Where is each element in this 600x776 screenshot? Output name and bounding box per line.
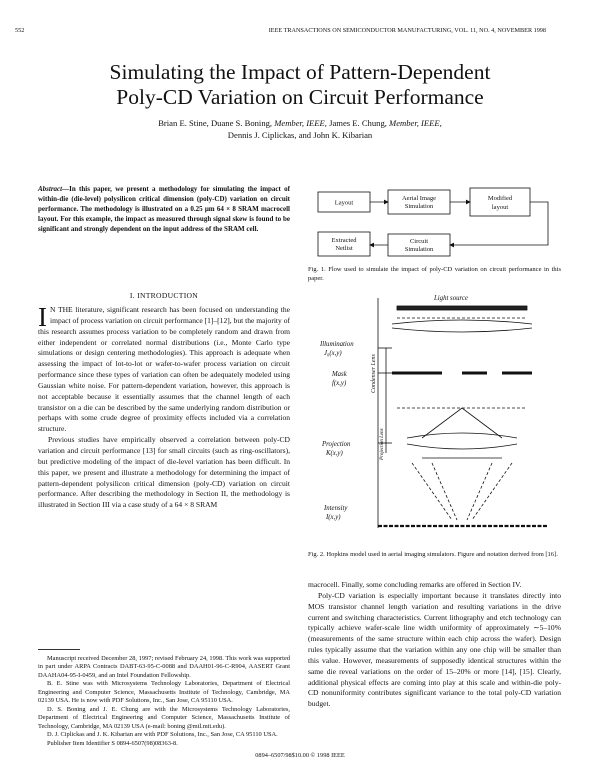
authors-line-2: Dennis J. Ciplickas, and John K. Kibarian — [227, 130, 373, 140]
fig2-condenser-lens-label: Condenser Lens — [371, 354, 377, 393]
intro-p1-text: understanding the impact of process variation on circuit performance [1]–[12], but the majority of this research assumes process variation to be completely random and drawn from either independent or correlated normal distributions (i.e., Monte Carlo type simulations or design centering methodologies). This approach is adequate when assessing the impact of lot-to-lot or wafer-to-wafer process variation on circuit performance since these types of variation can often be adequately modeled using Gaussian white noise. For pattern-dependent variation, however, this approach is not acceptable because it essentially assumes that the channel length of each transistor on a die can be described by the same underlying random distribution or perhaps with some crude degree of proximity effects included via a correlation structure. — [38, 305, 291, 434]
footnote-publisher-id: Publisher Item Identifier S 0894-6507(98)08363-8. — [47, 739, 178, 747]
fig2-projection-label-1: Projection — [322, 441, 351, 448]
figure-1-caption: Fig. 1. Flow used to simulate the impact of poly-CD variation on circuit performance in this paper. — [308, 266, 561, 282]
fig2-illum-label-2: J₀(x,y) — [324, 350, 342, 357]
light-source-bar — [397, 306, 527, 310]
title-line-2: Poly-CD Variation on Circuit Performance — [116, 85, 484, 109]
drop-cap: I — [38, 302, 47, 332]
authors-b: James E. Chung, — [329, 118, 387, 128]
figure-2-caption: Fig. 2. Hopkins model used in aerial imaging simulators. Figure and notation derived from [16]. — [308, 551, 558, 558]
footnotes — [38, 655, 290, 748]
page-number: 552 — [15, 27, 25, 34]
fig1-extracted-label-1: Extracted — [331, 237, 357, 244]
authors-line-1 — [0, 117, 600, 129]
fig2-projection-lens-label: Projection Lens — [380, 428, 385, 460]
fig2-intensity-label-1: Intensity — [324, 505, 348, 512]
figure-2-hopkins-model — [312, 288, 562, 550]
fig1-modified-label-1: Modified — [487, 195, 513, 202]
intro-paragraph-2: Previous studies have empirically observed a correlation between poly-CD variation and circuit performance [13] for small circuits (such as ring-oscillators), but predictive modeling of the impact of die-level variation has been difficult. In this paper, we present and illustrate a methodology for determining the impact of pattern-dependent polysilicon critical dimension (poly-CD) variation on circuit performance. After describing the methodology in Section II, the methodology is illustrated in Section III via a case study of a 64 × 8 SRAM — [38, 435, 290, 510]
author-list — [0, 117, 600, 141]
authors-a: Brian E. Stine, Duane S. Boning, — [158, 118, 273, 128]
fig1-layout-label: Layout — [334, 199, 354, 207]
footnote-stine: B. E. Stine was with Microsystems Technology Laboratories, Department of Electrical Engineering and Computer Science, Massachusetts Institute of Technology, Cambridge, MA 02139 USA. He is now with PDF Solutions, Inc., San Jose, CA 95110 USA. — [38, 680, 290, 705]
fig2-illum-label-1: Illumination — [320, 341, 354, 348]
fig1-aerial-label-2: Simulation — [404, 203, 434, 210]
abstract-label: Abstract— — [38, 185, 70, 193]
fig1-circuit-label-1: Circuit — [409, 238, 429, 245]
fig2-mask-label-2: f(x,y) — [332, 380, 347, 387]
intro-paragraph-1 — [38, 302, 291, 435]
member-note-1: Member, IEEE, — [274, 118, 327, 128]
paper-title — [0, 60, 600, 110]
footnote-ciplickas-kibarian: D. J. Ciplickas and J. K. Kibarian are with PDF Solutions, Inc., San Jose, CA 95110 USA. — [47, 731, 278, 739]
abstract — [38, 184, 290, 234]
intro-p1-lead: N THE literature, significant research has been focused on — [50, 305, 233, 314]
extracted-netlist-box — [318, 232, 370, 256]
footnote-received: Manuscript received December 28, 1997; revised February 24, 1998. This work was supported in part under ARPA Contracts DABT-63-95-C-0088 and DAAH01-96-C-R904, AASERT Grant DAAHA04-95-I-0459, and an Intel Foundation Fellowship. — [38, 655, 290, 679]
footnote-boning-chung: D. S. Boning and J. E. Chung are with the Microsystems Technology Laboratories, Department of Electrical Engineering and Computer Science, Massachusetts Institute of Technology, Cambridge, MA 02139 USA (e-mail: boning @mtl.mit.edu). — [38, 705, 290, 730]
col2-paragraph-1: macrocell. Finally, some concluding remarks are offered in Section IV. — [308, 580, 522, 589]
fig2-mask-label-1: Mask — [332, 371, 347, 378]
copyright-line: 0894–6507/98$10.00 © 1998 IEEE — [255, 752, 345, 759]
col2-paragraph-2: Poly-CD variation is especially important because it translates directly into MOS transistor channel length variation and resulting variations in the drive current and switching characteristics. Current lithography and etch technology can typically achieve wafer-scale line width uniformity of approximately ∼5–10% (measurements of the same structure within each chip across the wafer). Design rules typically assume that the variation within any one chip will be smaller than this value. However, measurements of supposedly identical structures within the same die reveal variations on the order of 15–20% or more [14], [15]. Clearly, additional physical effects are coming into play at this scale and within-die poly-CD nonuniformity contributes significant variance to the total poly-CD variation budget. — [308, 590, 561, 709]
aerial-image-box — [388, 190, 450, 214]
fig1-modified-label-2: layout — [491, 204, 509, 211]
fig1-circuit-label-2: Simulation — [404, 246, 434, 253]
fig2-light-source-label: Light source — [434, 295, 468, 302]
fig2-intensity-label-2: I(x,y) — [326, 514, 341, 521]
journal-header: IEEE TRANSACTIONS ON SEMICONDUCTOR MANUFACTURING, VOL. 11, NO. 4, NOVEMBER 1998 — [268, 27, 546, 34]
modified-layout-box — [470, 188, 530, 216]
title-line-1: Simulating the Impact of Pattern-Dependent — [109, 60, 491, 84]
abstract-text: In this paper, we present a methodology for simulating the impact of within-die (die-level) polysilicon critical dimension (poly-CD) variation on circuit performance. The methodology is illustrated on a 0.25 μm 64 × 8 SRAM macrocell layout. For this example, the impact as measured through signal skew is found to be significant and strongly dependent on the input address of the SRAM cell. — [38, 185, 290, 233]
fig1-aerial-label-1: Aerial Image — [401, 195, 437, 202]
member-note-2: Member, IEEE, — [389, 118, 442, 128]
fig1-extracted-label-2: Netlist — [335, 245, 353, 252]
section-heading-introduction: I. INTRODUCTION — [129, 291, 199, 300]
left-column-body — [38, 302, 291, 511]
right-column-body — [308, 580, 561, 710]
fig2-projection-label-2: K(x,y) — [326, 450, 343, 457]
footnote-rule — [38, 649, 80, 650]
figure-1-flow-diagram — [308, 182, 558, 262]
